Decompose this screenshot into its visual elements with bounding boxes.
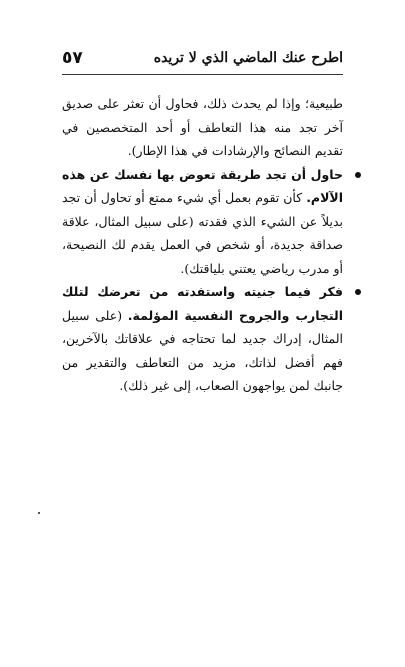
bullet-item <box>62 163 343 281</box>
bullet-lead: فكر فيما جنيته واستفدته من تعرضك لتلك التجارب والجروح النفسية المؤلمة. <box>62 284 343 323</box>
page-body <box>62 92 343 398</box>
bullet-text: (على سبيل المثال، إدراك جديد لما تحتاجه في علاقاتك بالآخرين، فهم أفضل لذاتك، مزيد من التعاطف والتقدير من جانبك لمن يواجهون الصعاب، إلى غير ذلك). <box>62 307 343 393</box>
bullet-icon <box>355 289 361 295</box>
bullet-item <box>62 280 343 398</box>
intro-paragraph: طبيعية؛ وإذا لم يحدث ذلك، فحاول أن تعثر على صديق آخر تجد منه هذا التعاطف أو أحد المتخصصين في تقديم النصائح والإرشادات في هذا الإطار). <box>62 96 343 158</box>
header-divider <box>62 74 343 75</box>
page-header <box>62 48 343 76</box>
bullet-text: كأن تقوم بعمل أي شيء ممتع أو تحاول أن تجد بديلاً عن الشيء الذي فقدته (على سبيل المثال، علاقة صداقة جديدة، أو شخص في العمل يقدم لك النصيحة، أو مدرب رياضي يعتني بلياقتك). <box>62 190 343 276</box>
bullet-icon <box>355 172 361 178</box>
bullet-lead: حاول أن تجد طريقة تعوض بها نفسك عن هذه الآلام. <box>62 166 343 205</box>
page-number: ٥٧ <box>62 48 83 68</box>
running-title: اطرح عنك الماضي الذي لا تريده <box>153 50 343 66</box>
scan-speck <box>38 512 40 514</box>
